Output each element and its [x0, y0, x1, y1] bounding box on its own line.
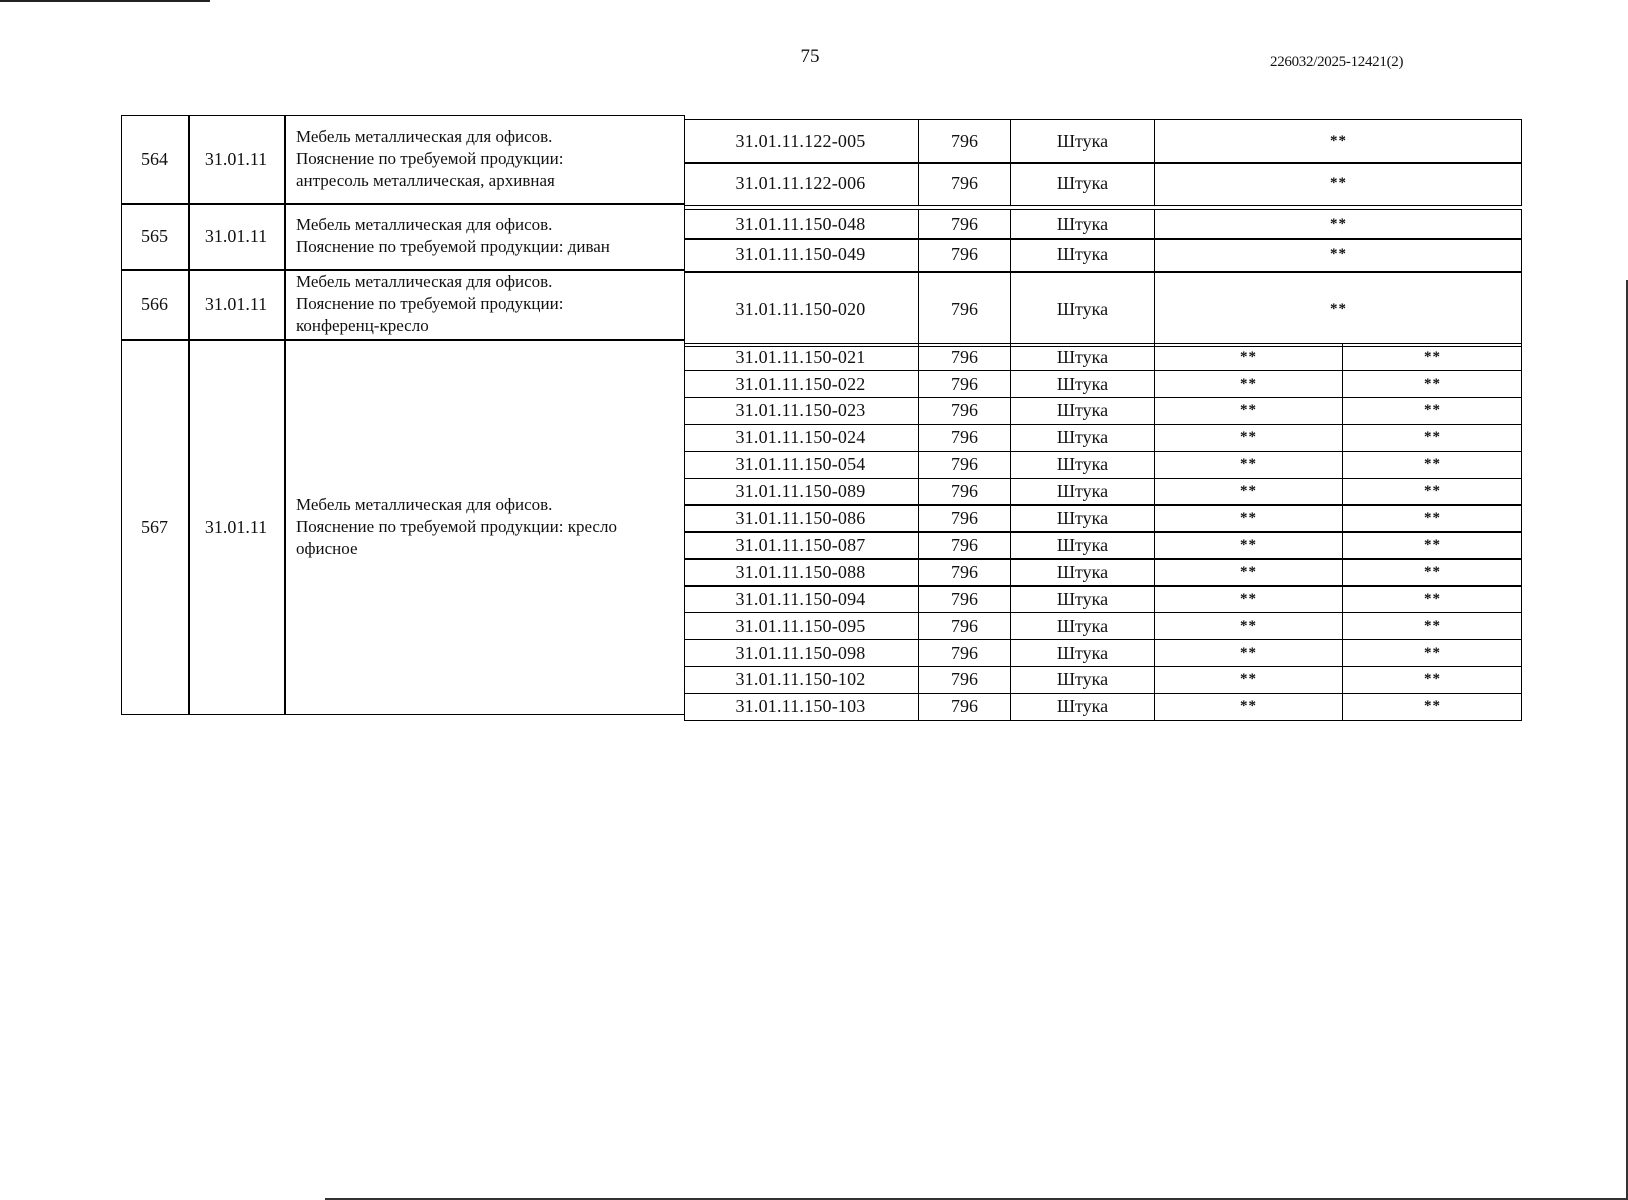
value-cell-1: **	[1154, 532, 1343, 558]
okei-code: 796	[918, 613, 1011, 639]
value-cell-1: **	[1154, 559, 1343, 585]
column-divider	[284, 115, 286, 715]
value-cell-1: **	[1154, 640, 1343, 666]
description-line: офисное	[296, 539, 358, 558]
item-row	[684, 693, 1522, 721]
item-row	[684, 585, 1522, 613]
unit-name: Штука	[1010, 273, 1155, 346]
okei-code: 796	[918, 694, 1011, 720]
okei-code: 796	[918, 120, 1011, 163]
item-code: 31.01.11.122-005	[735, 130, 866, 151]
description-line: Мебель металлическая для офисов.	[296, 127, 553, 146]
description-line: Пояснение по требуемой продукции:	[296, 294, 564, 313]
item-row	[684, 370, 1522, 398]
item-row	[684, 397, 1522, 425]
item-row	[684, 209, 1522, 240]
product-description	[296, 339, 677, 715]
value-cell-2: **	[1342, 667, 1523, 693]
value-cell-2: **	[1342, 479, 1523, 505]
description-line: конференц-кресло	[296, 316, 429, 335]
value-cell-2: **	[1342, 344, 1523, 370]
value-cell-2: **	[1342, 640, 1523, 666]
okei-code: 796	[918, 505, 1011, 531]
description-line: Пояснение по требуемой продукции: кресло	[296, 517, 617, 536]
okei-code: 796	[918, 371, 1011, 397]
unit-name: Штука	[1010, 210, 1155, 239]
okei-code: 796	[918, 479, 1011, 505]
unit-name: Штука	[1010, 479, 1155, 505]
product-description	[296, 203, 677, 269]
item-row	[684, 272, 1522, 347]
item-row	[684, 666, 1522, 694]
value-cell-2: **	[1342, 452, 1523, 478]
okei-code: 796	[918, 532, 1011, 558]
value-cell-merged: **	[1154, 239, 1523, 271]
description-line: Мебель металлическая для офисов.	[296, 495, 553, 514]
item-code: 31.01.11.150-022	[735, 373, 866, 394]
row-number: 566	[141, 293, 168, 314]
okpd-code: 31.01.11	[204, 148, 268, 169]
okei-code: 796	[918, 398, 1011, 424]
value-cell-2: **	[1342, 398, 1523, 424]
item-code: 31.01.11.150-089	[735, 481, 866, 502]
row-number: 565	[141, 225, 168, 246]
description-line: антресоль металлическая, архивная	[296, 171, 555, 190]
value-cell-1: **	[1154, 425, 1343, 451]
description-line: Пояснение по требуемой продукции:	[296, 149, 564, 168]
value-cell-merged: **	[1154, 120, 1523, 163]
okei-code: 796	[918, 559, 1011, 585]
item-code: 31.01.11.150-098	[735, 642, 866, 663]
unit-name: Штука	[1010, 640, 1155, 666]
item-row	[684, 424, 1522, 452]
okei-code: 796	[918, 344, 1011, 370]
unit-name: Штука	[1010, 344, 1155, 370]
item-code: 31.01.11.150-020	[735, 298, 866, 319]
item-row	[684, 531, 1522, 559]
unit-name: Штука	[1010, 559, 1155, 585]
description-lines	[296, 494, 617, 560]
page-number: 75	[800, 46, 820, 67]
product-description	[296, 269, 677, 339]
okei-code: 796	[918, 452, 1011, 478]
item-code: 31.01.11.150-048	[735, 213, 866, 234]
item-row	[684, 119, 1522, 164]
item-row	[684, 639, 1522, 667]
value-cell-merged: **	[1154, 273, 1523, 346]
item-row	[684, 558, 1522, 586]
item-row	[684, 612, 1522, 640]
unit-name: Штука	[1010, 694, 1155, 720]
unit-name: Штука	[1010, 425, 1155, 451]
description-lines	[296, 214, 610, 258]
value-cell-1: **	[1154, 479, 1343, 505]
document-id: 226032/2025-12421(2)	[1270, 54, 1404, 70]
item-code: 31.01.11.150-023	[735, 400, 866, 421]
okei-code: 796	[918, 210, 1011, 239]
okei-code: 796	[918, 163, 1011, 205]
scan-edge-mark-top	[0, 0, 210, 2]
product-description	[296, 115, 677, 203]
item-row	[684, 238, 1522, 272]
okpd-code: 31.01.11	[204, 225, 268, 246]
item-code: 31.01.11.150-102	[735, 669, 866, 690]
description-line: Пояснение по требуемой продукции: диван	[296, 237, 610, 256]
unit-name: Штука	[1010, 613, 1155, 639]
okei-code: 796	[918, 239, 1011, 271]
value-cell-1: **	[1154, 586, 1343, 612]
item-code: 31.01.11.150-087	[735, 534, 866, 555]
value-cell-2: **	[1342, 425, 1523, 451]
description-lines	[296, 271, 563, 337]
description-lines	[296, 126, 563, 192]
item-code: 31.01.11.150-024	[735, 427, 866, 448]
value-cell-1: **	[1154, 667, 1343, 693]
item-row	[684, 343, 1522, 371]
item-row	[684, 162, 1522, 206]
item-code: 31.01.11.150-094	[735, 588, 866, 609]
item-code: 31.01.11.150-086	[735, 508, 866, 529]
value-cell-2: **	[1342, 694, 1523, 720]
unit-name: Штука	[1010, 398, 1155, 424]
unit-name: Штука	[1010, 239, 1155, 271]
value-cell-merged: **	[1154, 163, 1523, 205]
unit-name: Штука	[1010, 532, 1155, 558]
item-code: 31.01.11.150-088	[735, 561, 866, 582]
unit-name: Штука	[1010, 667, 1155, 693]
description-line: Мебель металлическая для офисов.	[296, 215, 553, 234]
value-cell-2: **	[1342, 613, 1523, 639]
item-code: 31.01.11.150-049	[735, 244, 866, 265]
unit-name: Штука	[1010, 505, 1155, 531]
item-code: 31.01.11.150-021	[735, 346, 866, 367]
row-number: 564	[141, 148, 168, 169]
value-cell-2: **	[1342, 371, 1523, 397]
unit-name: Штука	[1010, 163, 1155, 205]
item-row	[684, 478, 1522, 506]
description-line: Мебель металлическая для офисов.	[296, 272, 553, 291]
unit-name: Штука	[1010, 371, 1155, 397]
okei-code: 796	[918, 667, 1011, 693]
value-cell-merged: **	[1154, 210, 1523, 239]
value-cell-2: **	[1342, 586, 1523, 612]
value-cell-1: **	[1154, 371, 1343, 397]
row-number: 567	[141, 516, 168, 537]
value-cell-1: **	[1154, 505, 1343, 531]
value-cell-1: **	[1154, 344, 1343, 370]
item-code: 31.01.11.122-006	[735, 173, 866, 194]
okei-code: 796	[918, 425, 1011, 451]
unit-name: Штука	[1010, 586, 1155, 612]
item-row	[684, 451, 1522, 479]
item-row	[684, 504, 1522, 532]
okei-code: 796	[918, 273, 1011, 346]
okpd-code: 31.01.11	[204, 516, 268, 537]
value-cell-2: **	[1342, 505, 1523, 531]
value-cell-1: **	[1154, 613, 1343, 639]
item-code: 31.01.11.150-103	[735, 696, 866, 717]
item-code: 31.01.11.150-054	[735, 454, 866, 475]
value-cell-1: **	[1154, 398, 1343, 424]
okpd-code: 31.01.11	[204, 293, 268, 314]
item-code: 31.01.11.150-095	[735, 615, 866, 636]
okei-code: 796	[918, 586, 1011, 612]
value-cell-2: **	[1342, 532, 1523, 558]
value-cell-2: **	[1342, 559, 1523, 585]
unit-name: Штука	[1010, 120, 1155, 163]
value-cell-1: **	[1154, 452, 1343, 478]
value-cell-1: **	[1154, 694, 1343, 720]
unit-name: Штука	[1010, 452, 1155, 478]
okei-code: 796	[918, 640, 1011, 666]
